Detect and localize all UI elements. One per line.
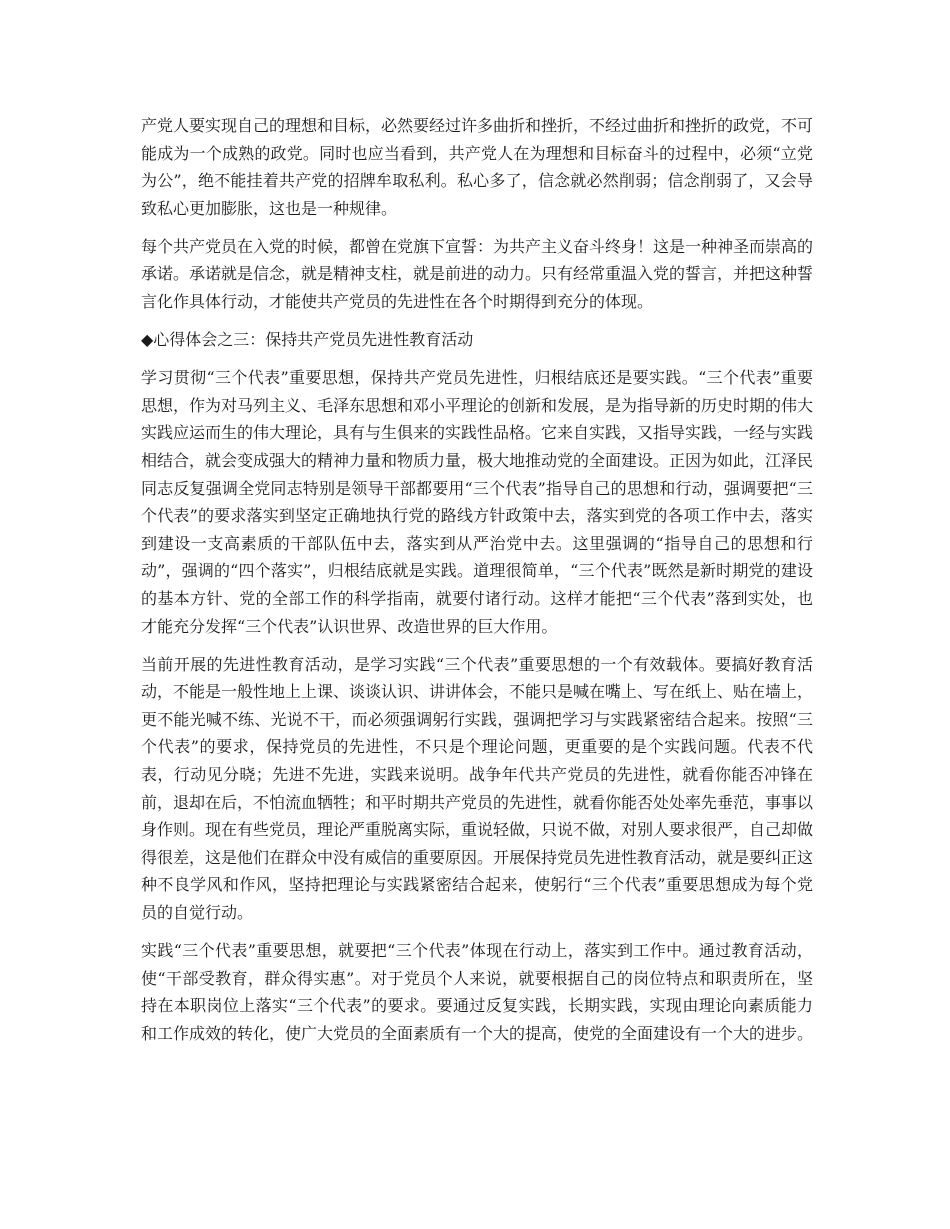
paragraph-5: 实践“三个代表”重要思想，就要把“三个代表”体现在行动上，落实到工作中。通过教育活动，使“干部受教育，群众得实惠”。对于党员个人来说，就要根据自己的岗位特点和职责所在，坚持在本职岗位上落实“三个代表”的要求。要通过反复实践，长期实践，实现由理论向素质能力和工作成效的转化，使广大党员的全面素质有一个大的提高，使党的全面建设有一个大的进步。 <box>141 941 814 1043</box>
paragraph-2: 每个共产党员在入党的时候，都曾在党旗下宣誓：为共产主义奋斗终身！这是一种神圣而崇高的承诺。承诺就是信念，就是精神支柱，就是前进的动力。只有经常重温入党的誓言，并把这种誓言化作具体行动，才能使共产党员的先进性在各个时期得到充分的体现。 <box>141 236 814 312</box>
paragraph-4: 当前开展的先进性教育活动，是学习实践“三个代表”重要思想的一个有效载体。要搞好教育活动，不能是一般性地上上课、谈谈认识、讲讲体会，不能只是喊在嘴上、写在纸上、贴在墙上，更不能光喊不练、光说不干，而必须强调躬行实践，强调把学习与实践紧密结合起来。按照“三个代表”的要求，保持党员的先进性，不只是个理论问题，更重要的是个实践问题。代表不代表，行动见分晓；先进不先进，实践来说明。战争年代共产党员的先进性，就看你能否冲锋在前，退却在后，不怕流血牺牲；和平时期共产党员的先进性，就看你能否处处率先垂范，事事以身作则。现在有些党员，理论严重脱离实际，重说轻做，只说不做，对别人要求很严，自己却做得很差，这是他们在群众中没有威信的重要原因。开展保持党员先进性教育活动，就是要纠正这种不良学风和作风，坚持把理论与实践紧密结合起来，使躬行“三个代表”重要思想成为每个党员的自觉行动。 <box>141 654 814 923</box>
document-body <box>141 112 813 1058</box>
section-heading: ◆心得体会之三：保持共产党员先进性教育活动 <box>141 330 474 350</box>
paragraph-1: 产党人要实现自己的理想和目标，必然要经过许多曲折和挫折，不经过曲折和挫折的政党，不可能成为一个成熟的政党。同时也应当看到，共产党人在为理想和目标奋斗的过程中，必须“立党为公”，绝不能挂着共产党的招牌牟取私利。私心多了，信念就必然削弱；信念削弱了，又会导致私心更加膨胀，这也是一种规律。 <box>141 116 814 218</box>
paragraph-3: 学习贯彻“三个代表”重要思想，保持共产党员先进性，归根结底还是要实践。“三个代表”重要思想，作为对马列主义、毛泽东思想和邓小平理论的创新和发展，是为指导新的历史时期的伟大实践应运而生的伟大理论，具有与生俱来的实践性品格。它来自实践，又指导实践，一经与实践相结合，就会变成强大的精神力量和物质力量，极大地推动党的全面建设。正因为如此，江泽民同志反复强调全党同志特别是领导干部都要用“三个代表”指导自己的思想和行动，强调要把“三个代表”的要求落实到坚定正确地执行党的路线方针政策中去，落实到党的各项工作中去，落实到建设一支高素质的干部队伍中去，落实到从严治党中去。这里强调的“指导自己的思想和行动”，强调的“四个落实”，归根结底就是实践。道理很简单，“三个代表”既然是新时期党的建设的基本方针、党的全部工作的科学指南，就要付诸行动。这样才能把“三个代表”落到实处，也才能充分发挥“三个代表”认识世界、改造世界的巨大作用。 <box>141 368 814 636</box>
